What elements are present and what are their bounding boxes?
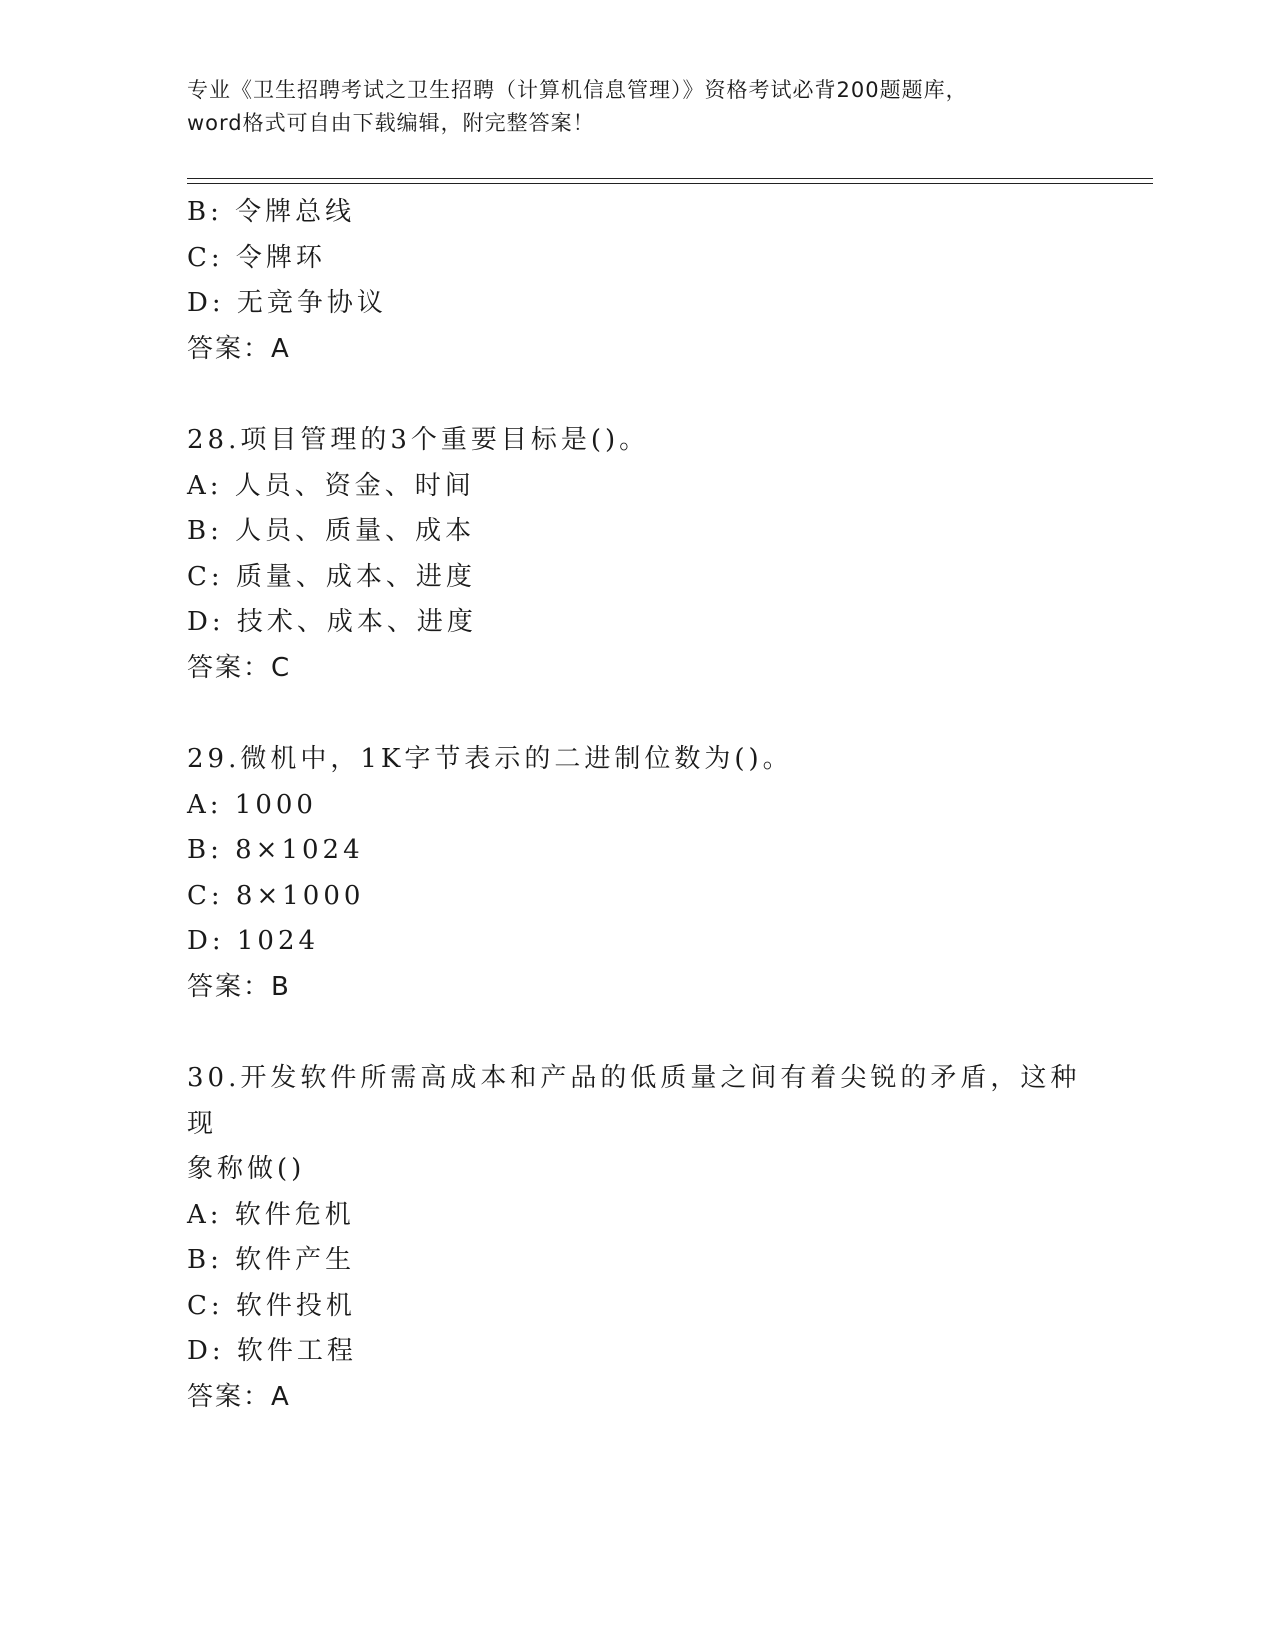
- option-c: C: 令牌环: [187, 242, 326, 273]
- answer-label: 答案：A: [187, 1381, 291, 1412]
- header-divider-top: [187, 178, 1153, 179]
- answer-label: 答案：A: [187, 333, 291, 364]
- option-b: B: 软件产生: [187, 1245, 356, 1275]
- option-c: C: 质量、成本、进度: [187, 561, 476, 592]
- option-a: A: 软件危机: [187, 1199, 355, 1230]
- question-text-line-2: 象称做(): [187, 1154, 306, 1184]
- header-title-line-1: 专业《卫生招聘考试之卫生招聘（计算机信息管理）》资格考试必背200题题库，: [187, 78, 968, 102]
- question-list: [187, 190, 1107, 1420]
- answer-label: 答案：C: [187, 652, 292, 683]
- option-d: D: 1024: [187, 926, 320, 956]
- option-d: D: 技术、成本、进度: [187, 607, 477, 637]
- question-29: [187, 737, 1107, 1010]
- option-c: C: 软件投机: [187, 1290, 356, 1321]
- option-a: A: 1000: [187, 789, 317, 820]
- option-b: B: 人员、质量、成本: [187, 516, 476, 546]
- spacer: [187, 372, 1107, 418]
- question-text: 28.项目管理的3个重要目标是()。: [187, 425, 650, 455]
- question-text: 29.微机中，1K字节表示的二进制位数为()。: [187, 744, 793, 774]
- spacer: [187, 691, 1107, 737]
- option-d: D: 无竞争协议: [187, 288, 387, 318]
- spacer: [187, 1010, 1107, 1056]
- question-28: [187, 418, 1107, 691]
- question-text-line-1: 30.开发软件所需高成本和产品的低质量之间有着尖锐的矛盾，这种现: [187, 1063, 1081, 1139]
- option-d: D: 软件工程: [187, 1336, 357, 1366]
- option-c: C: 8×1000: [187, 880, 365, 911]
- option-b: B: 8×1024: [187, 835, 364, 865]
- document-header: [187, 74, 1087, 140]
- question-30: [187, 1056, 1107, 1420]
- option-a: A: 人员、资金、时间: [187, 470, 475, 501]
- answer-label: 答案：B: [187, 971, 291, 1002]
- option-b: B: 令牌总线: [187, 197, 356, 227]
- question-27-continuation: [187, 190, 1107, 372]
- header-title-line-2: word格式可自由下载编辑，附完整答案！: [187, 111, 595, 135]
- header-divider-bottom: [187, 183, 1153, 184]
